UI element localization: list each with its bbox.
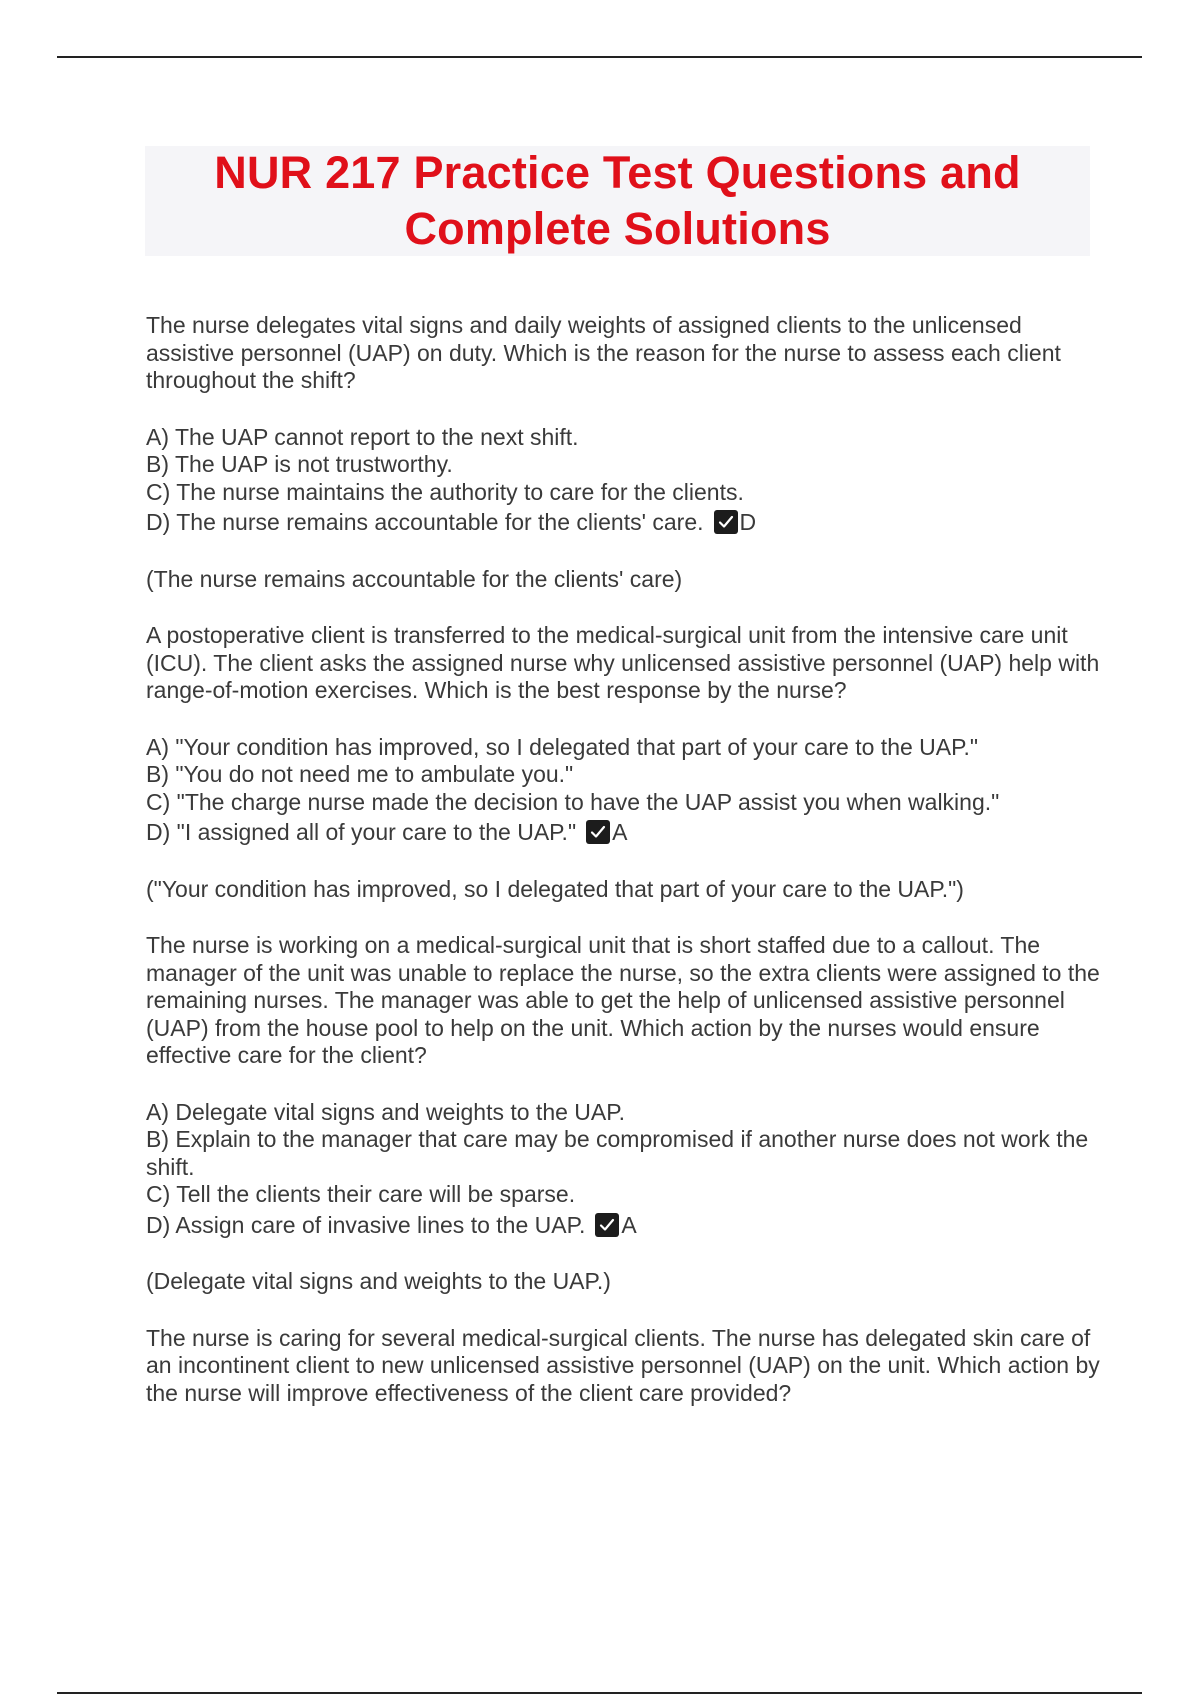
option-with-answer — [146, 1212, 1106, 1240]
answer-options — [146, 424, 1106, 537]
correct-answer: A — [621, 1211, 637, 1238]
document-body — [146, 312, 1106, 1436]
option: C) The nurse maintains the authority to care for the clients. — [146, 478, 744, 505]
question-stem: The nurse delegates vital signs and daily weights of assigned clients to the unlicensed assistive personnel (UAP) on duty. Which is the reason for the nurse to assess each client throughout the shift? — [146, 312, 1061, 393]
option: A) Delegate vital signs and weights to the UAP. — [146, 1098, 626, 1125]
top-rule — [57, 56, 1142, 58]
correct-answer: D — [739, 509, 757, 535]
option-text: D) Assign care of invasive lines to the UAP. — [146, 1211, 586, 1238]
title-banner — [145, 146, 1090, 256]
option-text: D) The nurse remains accountable for the clients' care. — [146, 509, 704, 535]
option: B) "You do not need me to ambulate you." — [146, 761, 574, 787]
question-stem: A postoperative client is transferred to the medical-surgical unit from the intensive care unit (ICU). The client asks the assigned nurse why unlicensed assistive personnel (UAP) help with range-of-motion exercises. Which is the best response by the nurse? — [146, 622, 1100, 703]
option-with-answer — [146, 819, 1106, 847]
answer-options — [146, 1099, 1106, 1240]
option: B) The UAP is not trustworthy. — [146, 451, 453, 477]
page-title — [214, 145, 1020, 257]
question-stem: The nurse is caring for several medical-surgical clients. The nurse has delegated skin care of an incontinent client to new unlicensed assistive personnel (UAP) on the unit. Which action by the nurse will improve effectiveness of the client care provided? — [146, 1324, 1100, 1406]
check-box-icon — [595, 1213, 619, 1237]
option: C) Tell the clients their care will be sparse. — [146, 1181, 576, 1207]
title-line-1: NUR 217 Practice Test Questions and — [214, 147, 1021, 198]
option-with-answer — [146, 509, 1106, 537]
check-box-icon — [586, 820, 610, 844]
option: A) The UAP cannot report to the next shift. — [146, 423, 579, 450]
check-box-icon — [714, 510, 738, 534]
answer-options — [146, 734, 1106, 847]
answer-explanation: (Delegate vital signs and weights to the UAP.) — [146, 1268, 611, 1294]
option-text: D) "I assigned all of your care to the UAP." — [146, 819, 577, 845]
question-stem: The nurse is working on a medical-surgical unit that is short staffed due to a callout. The manager of the unit was unable to replace the nurse, so the extra clients were assigned to the remaining nurses. The manager was able to get the help of unlicensed assistive personnel (UAP) from the house pool to help on the unit. Which action by the nurses would ensure effective care for the client? — [146, 932, 1100, 1068]
answer-explanation: ("Your condition has improved, so I delegated that part of your care to the UAP.") — [146, 875, 964, 902]
title-line-2: Complete Solutions — [404, 203, 831, 254]
correct-answer: A — [612, 819, 628, 845]
option: B) Explain to the manager that care may be compromised if another nurse does not work the shift. — [146, 1126, 1089, 1180]
option: A) "Your condition has improved, so I delegated that part of your care to the UAP." — [146, 733, 979, 760]
bottom-rule — [57, 1692, 1142, 1694]
answer-explanation: (The nurse remains accountable for the clients' care) — [146, 565, 683, 592]
option: C) "The charge nurse made the decision to have the UAP assist you when walking." — [146, 788, 1000, 815]
